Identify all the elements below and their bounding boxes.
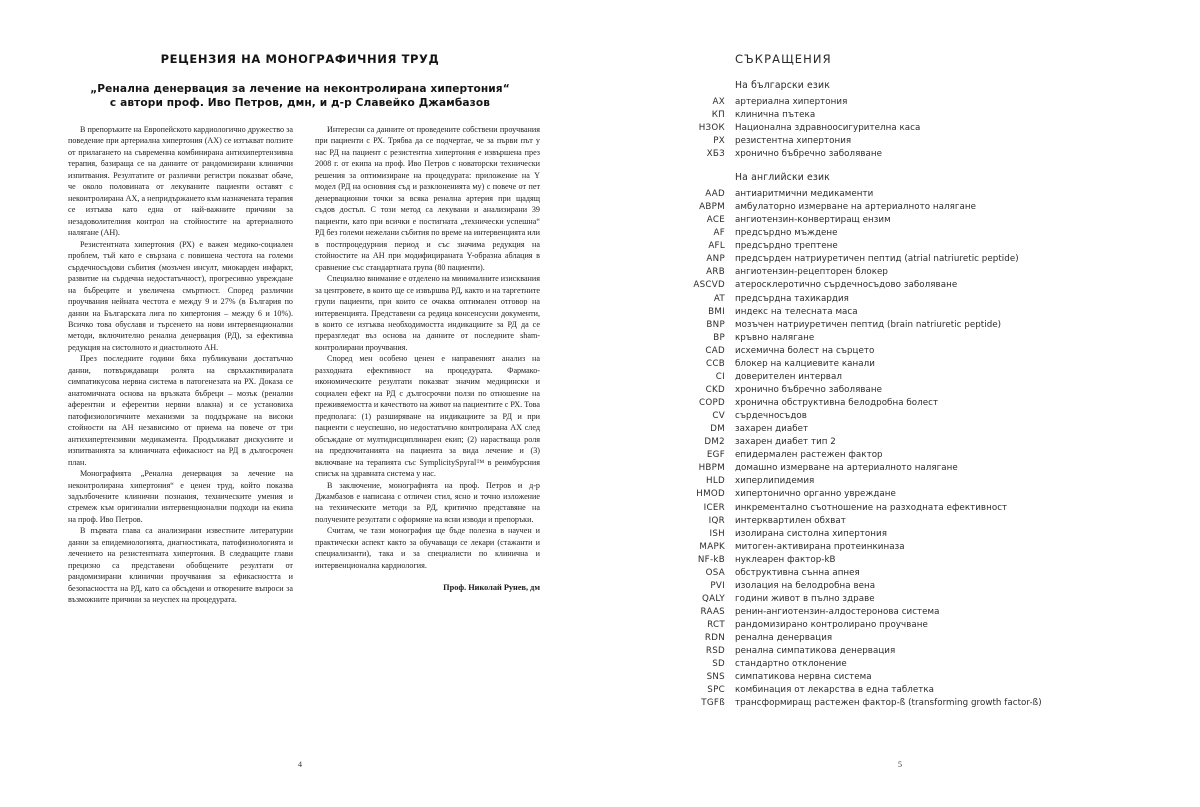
abbreviations-bulgarian-title: На български език (735, 80, 830, 91)
abbreviation-value: хипертонично органно увреждане (735, 489, 896, 500)
abbreviation-value: антиаритмични медикаменти (735, 189, 874, 199)
abbreviation-value: кръвно налягане (735, 332, 815, 343)
abbreviation-key: ICER (703, 502, 725, 513)
abbreviation-key: RAAS (700, 607, 725, 617)
abbreviation-value: захарен диабет тип 2 (735, 437, 836, 448)
abbreviation-key: SD (712, 659, 725, 670)
abbreviation-key: HMOD (696, 489, 725, 500)
abbreviation-key: ASCVD (693, 280, 725, 291)
abbreviation-row (600, 319, 1200, 332)
abbreviation-key: АХ (712, 97, 725, 107)
abbreviation-value: предсърден натриуретичен пептид (atrial natriuretic peptide) (735, 254, 1019, 265)
abbreviation-row (600, 188, 1200, 201)
abbreviation-key: EGF (706, 450, 725, 461)
abbreviations-english-block (600, 172, 1200, 711)
abbreviation-key: ARB (706, 267, 725, 278)
abbreviation-key: ANP (706, 254, 725, 265)
review-section-heading: РЕЦЕНЗИЯ НА МОНОГРАФИЧНИЯ ТРУД (160, 52, 440, 66)
abbreviations-heading: СЪКРАЩЕНИЯ (735, 52, 832, 66)
abbreviation-row (600, 397, 1200, 410)
abbreviation-row (600, 632, 1200, 645)
abbreviation-value: хронична обструктивна белодробна болест (735, 398, 939, 408)
abbreviation-value: клинична пътека (735, 110, 816, 121)
page-number-left: 4 (298, 760, 302, 769)
paragraph: През последните години бяха публикувани достатъчно данни, потвърждаващи ролята на свръхактивиралата симпатикусова нервна система в патогенезата на РХ. Доказа се анатомичната основа на връзката бъбреци – мозък (ренални аферентни и еферентни нервни влакна) и се установиха патофизиологичните механизми за поддържане на високи стойности на АН независимо от приема на повече от три антихипертензивни медикамента. Продължават дискусиите и изпитванията за клиничната ефикасност на РД в дългосрочен план. (68, 354, 293, 467)
abbreviation-row (600, 201, 1200, 214)
abbreviation-key: RDN (704, 633, 725, 644)
abbreviations-bulgarian-table (600, 96, 1200, 161)
abbreviation-key: CV (712, 411, 725, 422)
abbreviation-value: инкрементално съотношение на разходната ефективност (735, 502, 1008, 513)
abbreviation-key: НЗОК (698, 123, 725, 134)
abbreviation-key: DM (710, 424, 725, 435)
paragraph: Резистентната хипертония (РХ) е важен медико-социален проблем, тъй като е свързана с повишена честота на големи сърдечносъдови събития (мозъчен инсулт, миокарден инфаркт, развитие на сърдечна недостатъчност), прогресивно увреждане на бъбреците и увеличена смъртност. Според различни проучвания нейната честота е между 9 и 27% (в България по данни на Българската лига по хипертония – между 6 и 10%). Всичко това обуславя и търсенето на нови интервенционални методи, включително ренална денервация (РД), за ефективна редукция на систолното и диастолното АН. (68, 239, 293, 352)
abbreviation-key: CAD (705, 345, 725, 356)
paragraph: Монографията „Ренална денервация за лечение на неконтролирана хипертония“ е ценен труд, който показва задълбочените клинични познания, техническите умения и стремеж към оригинални интервенционални подходи на екипа на проф. Иво Петров. (68, 469, 293, 524)
abbreviation-key: CI (715, 371, 725, 382)
abbreviation-value: трансформиращ растежен фактор-ß (transforming growth factor-ß) (735, 698, 1042, 709)
abbreviation-key: ХБЗ (706, 149, 725, 160)
abbreviation-value: ренална денервация (735, 633, 833, 644)
abbreviation-key: AFL (708, 241, 725, 252)
abbreviation-row (600, 332, 1200, 345)
abbreviation-key: NF-kB (697, 554, 725, 565)
abbreviation-row (600, 436, 1200, 449)
abbreviation-value: нуклеарен фактор-kB (735, 554, 836, 565)
abbreviation-row (600, 619, 1200, 632)
abbreviation-row (600, 214, 1200, 227)
abbreviation-value: хронично бъбречно заболяване (735, 384, 883, 395)
abbreviation-key: SPC (707, 685, 725, 696)
paragraph: Считам, че тази монография ще бъде полезна в научен и практически аспект както за обучаващи се лекари (стажанти и специализанти), така и за специалисти по клинична и интервенционална кардиология. (315, 526, 540, 570)
abbreviation-value: предсърдно трептене (735, 241, 838, 252)
abbreviation-key: IQR (708, 515, 725, 526)
abbreviation-value: симпатикова нервна система (735, 672, 872, 683)
abbreviation-key: COPD (698, 398, 725, 408)
abbreviation-value: исхемична болест на сърцето (735, 345, 875, 356)
abbreviation-row (600, 384, 1200, 397)
abbreviation-value: интерквартилен обхват (735, 515, 846, 526)
abbreviation-value: резистентна хипертония (735, 136, 852, 147)
abbreviation-value: стандартно отклонение (735, 659, 847, 670)
abbreviation-value: захарен диабет (735, 424, 809, 435)
abbreviation-value: предсърдна тахикардия (735, 293, 849, 304)
abbreviation-key: AT (713, 293, 725, 304)
abbreviation-row (600, 541, 1200, 554)
review-column-right (315, 124, 540, 606)
abbreviation-row (600, 671, 1200, 684)
abbreviation-row (600, 593, 1200, 606)
abbreviation-key: РХ (713, 136, 725, 147)
abbreviation-value: изолация на белодробна вена (735, 580, 876, 591)
abbreviation-row (600, 606, 1200, 619)
abbreviation-value: ренин-ангиотензин-алдостеронова система (735, 607, 940, 617)
abbreviation-value: хронично бъбречно заболяване (735, 149, 883, 160)
abbreviation-value: предсърдно мъждене (735, 228, 838, 239)
abbreviation-row (600, 306, 1200, 319)
abbreviation-row (600, 227, 1200, 240)
abbreviation-key: BNP (706, 319, 725, 330)
abbreviation-key: DM2 (704, 437, 725, 448)
abbreviation-row (600, 148, 1200, 161)
abbreviation-key: AF (713, 228, 725, 239)
abbreviation-row (600, 345, 1200, 358)
abbreviation-row (600, 502, 1200, 515)
abbreviation-row (600, 645, 1200, 658)
review-column-left (68, 124, 293, 606)
abbreviation-row (600, 96, 1200, 109)
abbreviation-key: AAD (705, 189, 725, 199)
monograph-title (60, 82, 540, 110)
abbreviation-row (600, 266, 1200, 279)
abbreviation-row (600, 371, 1200, 384)
abbreviation-row (600, 658, 1200, 671)
abbreviation-key: HBPM (698, 463, 725, 474)
abbreviation-value: рандомизирано контролирано проучване (735, 620, 928, 631)
abbreviation-value: епидермален растежен фактор (735, 450, 883, 461)
abbreviation-key: HLD (706, 476, 725, 487)
abbreviation-value: комбинация от лекарства в една таблетка (735, 685, 935, 696)
abbreviation-row (600, 293, 1200, 306)
abbreviation-key: QALY (702, 593, 725, 604)
abbreviation-value: изолирана систолна хипертония (735, 528, 887, 539)
review-body-columns (68, 124, 540, 606)
abbreviation-key: ABPM (699, 202, 725, 213)
abbreviation-value: Национална здравноосигурителна каса (735, 123, 921, 134)
abbreviation-row (600, 554, 1200, 567)
abbreviation-value: артериална хипертония (735, 97, 848, 107)
abbreviation-row (600, 567, 1200, 580)
abbreviation-key: RCT (707, 620, 725, 631)
abbreviation-key: ACE (706, 215, 725, 226)
monograph-title-line2: с автори проф. Иво Петров, дмн, и д-р Славейко Джамбазов (109, 97, 491, 109)
abbreviation-value: ренална симпатикова денервация (735, 646, 896, 657)
abbreviation-value: хиперлипидемия (735, 476, 815, 487)
abbreviation-row (600, 684, 1200, 697)
abbreviation-row (600, 358, 1200, 371)
abbreviation-row (600, 122, 1200, 135)
abbreviation-value: блокер на калциевите канали (735, 358, 875, 369)
paragraph: Специално внимание е отделено на минималните изисквания за центровете, в които ще се извършва РД, както и на таргетните групи пациенти, при които се очаква оптимален отговор на интервенцията. Представени са редица консенсусни документи, в които се изтъква необходимостта индикациите за РД да се преразгледат въз основа на данните от последните sham-контролирани проучвания. (315, 274, 540, 352)
abbreviation-key: PVI (710, 580, 725, 591)
abbreviation-key: RSD (705, 646, 725, 657)
abbreviation-row (600, 475, 1200, 488)
abbreviation-row (600, 528, 1200, 541)
abbreviation-row (600, 423, 1200, 436)
abbreviations-english-table (600, 188, 1200, 711)
abbreviation-row (600, 279, 1200, 292)
abbreviation-key: BP (713, 332, 725, 343)
abbreviation-value: обструктивна сънна апнея (735, 567, 860, 578)
abbreviation-row (600, 488, 1200, 501)
abbreviation-key: SNS (706, 672, 725, 683)
abbreviation-value: ангиотензин-конвертиращ ензим (735, 215, 891, 226)
reviewer-signature: Проф. Николай Рунев, дм (443, 583, 540, 593)
abbreviation-key: MAPK (699, 541, 725, 552)
abbreviation-value: митоген-активирана протеинкиназа (735, 541, 905, 552)
abbreviation-row (600, 515, 1200, 528)
paragraph: В заключение, монографията на проф. Петров и д-р Джамбазов е написана с отличен стил, ясно и точно изложение на техническите методи за РД, критично представяне на получените резултати с оформяне на ясни изводи и препоръки. (315, 480, 540, 524)
abbreviation-value: атеросклеротично сърдечносъдово заболяване (735, 280, 958, 291)
monograph-title-line1: „Ренална денервация за лечение на неконтролирана хипертония“ (90, 83, 510, 95)
abbreviation-row (600, 240, 1200, 253)
paragraph: Интересни са данните от проведените собствени проучвания при пациенти с РХ. Трябва да се подчертае, че за първи път у нас РД на пациент с резистентна хипертония е извършена през 2008 г. от екипа на проф. Иво Петров с новаторски технически решения за оптимизиране на процедурата: приложение на Y модел (РД на основния съд и разклоненията му) с повече от пет денервационни точки за всяка ренална артерия при щадящ съдов достъп. С този метод са лекувани и анализирани 39 пациенти, като при всички е постигната „технически успешна“ РД без големи нежелани събития по време на интервенцията или в постпроцедурния период и със значима редукция на стойностите на АН при модифицираната Y-образна аблация в сравнение със стандартната група (80 пациенти). (315, 125, 540, 272)
paragraph: В първата глава са анализирани известните литературни данни за епидемиологията, диагностиката, патофизиологията и лечението на резистентната хипертония. В следващите глави прецизно са представени обобщените резултати от рандомизирани клинични проучвания за ефикасността и безопасността на РД, като са обсъдени и отворените въпроси за възможните причини за неуспех на процедурата. (68, 526, 293, 605)
abbreviation-row (600, 697, 1200, 710)
abbreviation-row (600, 449, 1200, 462)
abbreviation-value: амбулаторно измерване на артериалното налягане (735, 202, 976, 213)
abbreviation-row (600, 109, 1200, 122)
abbreviation-row (600, 135, 1200, 148)
abbreviation-row (600, 253, 1200, 266)
abbreviation-row (600, 580, 1200, 593)
abbreviation-value: индекс на телесната маса (735, 306, 858, 317)
abbreviation-key: BMI (708, 306, 725, 317)
abbreviation-row (600, 410, 1200, 423)
abbreviation-row (600, 462, 1200, 475)
abbreviation-key: TGFß (701, 698, 725, 709)
abbreviation-key: CKD (705, 384, 725, 395)
abbreviation-value: мозъчен натриуретичен пептид (brain natriuretic peptide) (735, 319, 1002, 330)
abbreviation-value: години живот в пълно здраве (735, 593, 875, 604)
abbreviation-key: OSA (705, 567, 725, 578)
paragraph: Според мен особено ценен е направеният анализ на разходната ефективност на процедурата. Фармако-икономическите резултати показват значим медицински и социален ефект на РД с дългосрочни ползи по отношение на преживяемостта и качеството на живот на пациентите с РХ. Това предполага: (1) разширяване на индикациите за РД и при пациенти с неуспешно, но недостатъчно контролирана АХ след обсъждане от мултидисциплинарен екип; (2) нарастваща роля на предпочитанията на пациента за вида лечение и (3) включване на терапията със SymplicitySpyral™ в реимбурсния списък на здравната система у нас. (315, 354, 540, 479)
abbreviations-bulgarian-block (600, 80, 1200, 161)
paragraph: В препоръките на Европейското кардиологично дружество за поведение при артериална хипертония (АХ) се изтъкват ползите от прилагането на съвременна комбинирана антихипертензивна терапия, базираща се на данните от рандомизирани клинични изпитвания. Резултатите от различни регистри показват обаче, че около половината от лекуваните пациенти оставят с неконтролирана АХ, а непридържането към назначената терапия се изтъква като една от най-важните причини за незадоволителния контрол на стойностите на артериалното налягане (АН). (68, 125, 293, 238)
abbreviations-english-title: На английски език (735, 172, 830, 183)
abbreviation-value: домашно измерване на артериалното налягане (735, 463, 958, 474)
abbreviation-key: КП (711, 110, 725, 121)
abbreviation-value: сърдечносъдов (735, 411, 807, 422)
abbreviation-key: ISH (709, 528, 725, 539)
abbreviation-key: CCB (706, 358, 725, 369)
abbreviation-value: доверителен интервал (735, 371, 842, 382)
page-right (600, 0, 1200, 807)
page-number-right: 5 (898, 760, 902, 769)
abbreviation-value: ангиотензин-рецепторен блокер (735, 267, 888, 278)
